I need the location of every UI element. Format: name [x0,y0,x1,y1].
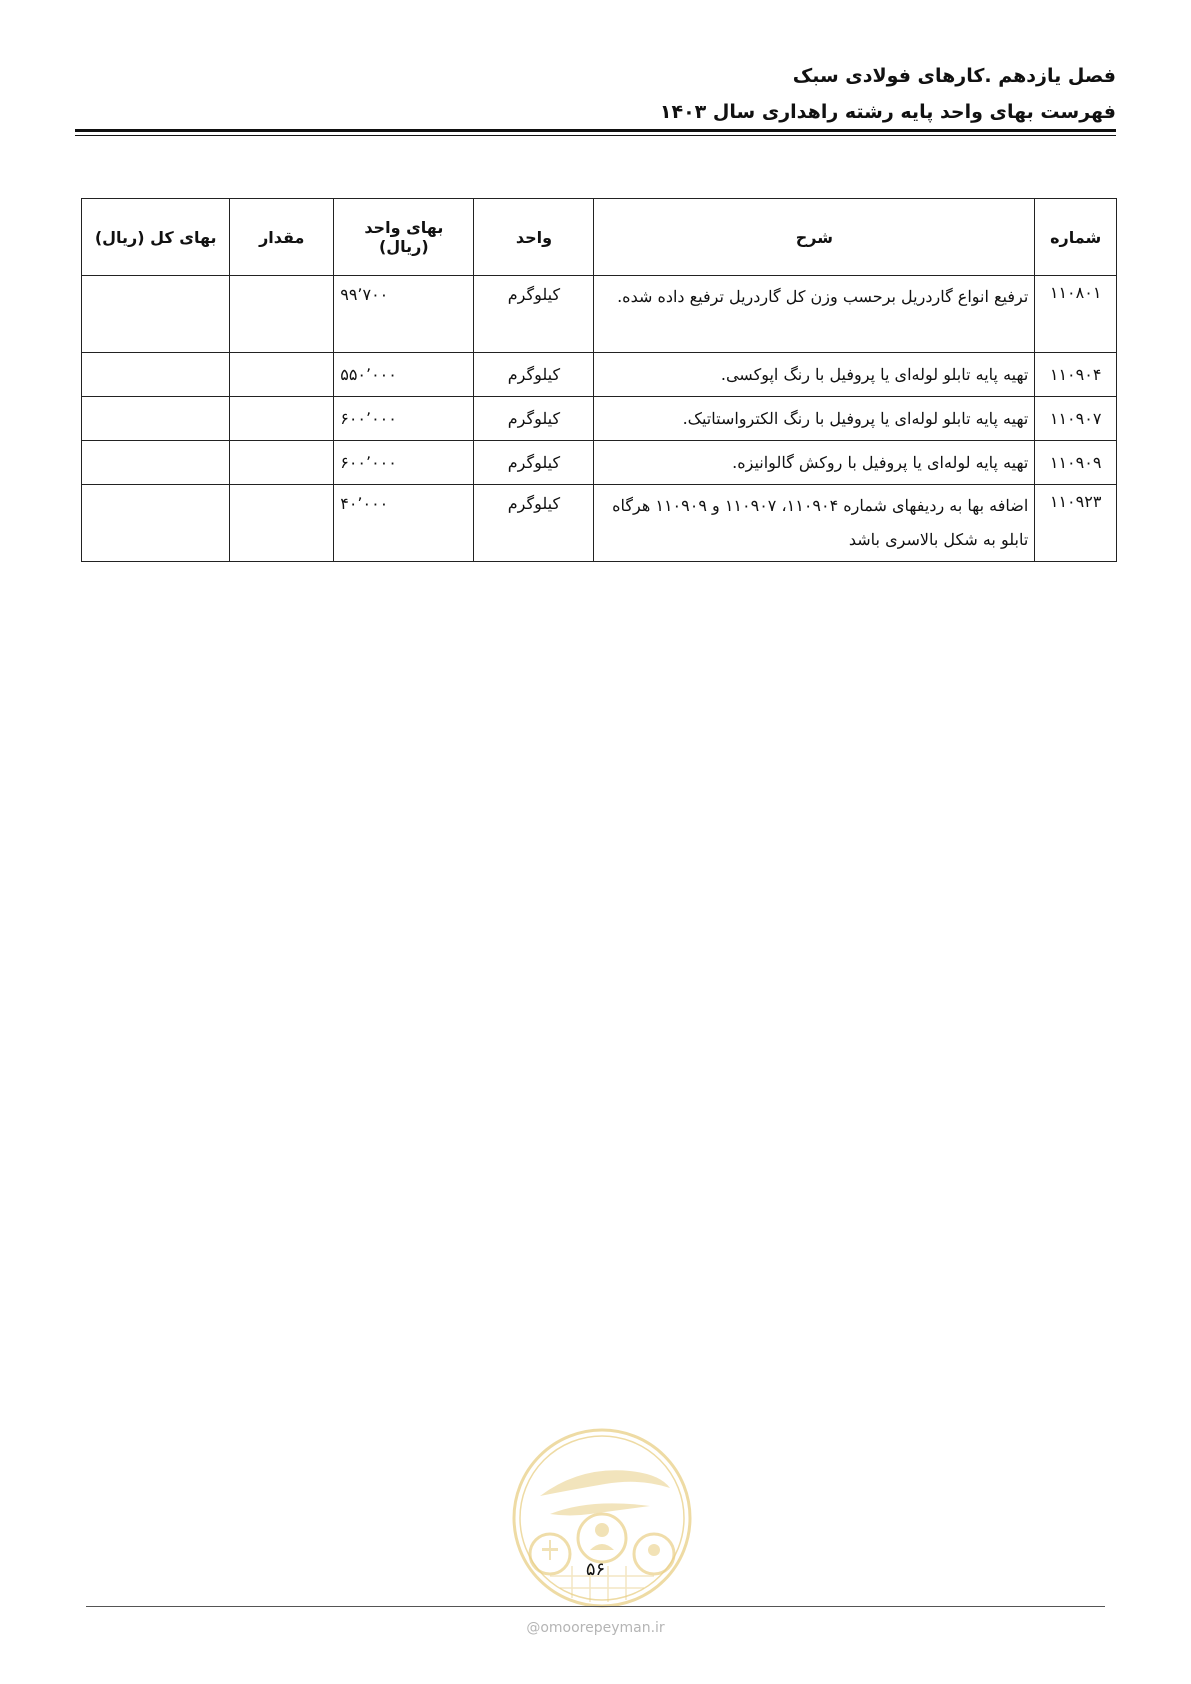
item-description: تهیه پایه تابلو لوله‌ای یا پروفیل با رنگ اپوکسی. [594,353,1035,397]
price-table [81,198,1117,562]
column-header-unit: واحد [474,199,594,276]
item-unit-price: ۴۰٬۰۰۰ [334,485,474,562]
item-quantity [230,397,334,441]
column-header-description: شرح [594,199,1035,276]
header-divider-thin [75,135,1116,136]
item-total-price [82,276,230,353]
item-description: اضافه بها به ردیفهای شماره ۱۱۰۹۰۴، ۱۱۰۹۰۷ و ۱۱۰۹۰۹ هرگاه تابلو به شکل بالاسری باشد [594,485,1035,562]
watermark-logo [510,1426,694,1610]
item-quantity [230,353,334,397]
item-number: ۱۱۰۹۰۷ [1035,397,1117,441]
item-unit: کیلوگرم [474,397,594,441]
item-number: ۱۱۰۹۲۳ [1035,485,1117,562]
header-divider-thick [75,129,1116,132]
item-quantity [230,441,334,485]
item-unit-price: ۹۹٬۷۰۰ [334,276,474,353]
column-header-quantity: مقدار [230,199,334,276]
price-list-title: فهرست بهای واحد پایه رشته راهداری سال ۱۴۰۳ [659,101,1116,123]
chapter-title: فصل یازدهم .کارهای فولادی سبک [792,65,1116,87]
item-description: ترفیع انواع گاردریل برحسب وزن کل گاردریل ترفیع داده شده. [594,276,1035,353]
page-number: ۵۶ [585,1559,606,1580]
item-unit: کیلوگرم [474,276,594,353]
table-row [82,353,1117,397]
item-unit-price: ۵۵۰٬۰۰۰ [334,353,474,397]
item-total-price [82,441,230,485]
item-unit-price: ۶۰۰٬۰۰۰ [334,441,474,485]
item-unit: کیلوگرم [474,441,594,485]
table-row [82,397,1117,441]
item-number: ۱۱۰۹۰۹ [1035,441,1117,485]
table-row [82,276,1117,353]
footer-divider [86,1606,1105,1607]
item-unit: کیلوگرم [474,485,594,562]
item-unit-price: ۶۰۰٬۰۰۰ [334,397,474,441]
column-header-number: شماره [1035,199,1117,276]
column-header-total-price: بهای کل (ریال) [82,199,230,276]
unit-price-header-line2: (ریال) [378,237,429,256]
unit-price-header-line1: بهای واحد [364,218,444,237]
table-row [82,441,1117,485]
table-row [82,485,1117,562]
item-description: تهیه پایه تابلو لوله‌ای یا پروفیل با رنگ الکترواستاتیک. [594,397,1035,441]
item-unit: کیلوگرم [474,353,594,397]
item-quantity [230,485,334,562]
item-total-price [82,485,230,562]
item-quantity [230,276,334,353]
item-description: تهیه پایه لوله‌ای یا پروفیل با روکش گالوانیزه. [594,441,1035,485]
item-number: ۱۱۰۹۰۴ [1035,353,1117,397]
column-header-unit-price [334,199,474,276]
item-total-price [82,353,230,397]
item-number: ۱۱۰۸۰۱ [1035,276,1117,353]
page-header [66,58,1116,130]
item-total-price [82,397,230,441]
table-header-row [82,199,1117,276]
footer-website: @omoorepeyman.ir [526,1620,665,1636]
